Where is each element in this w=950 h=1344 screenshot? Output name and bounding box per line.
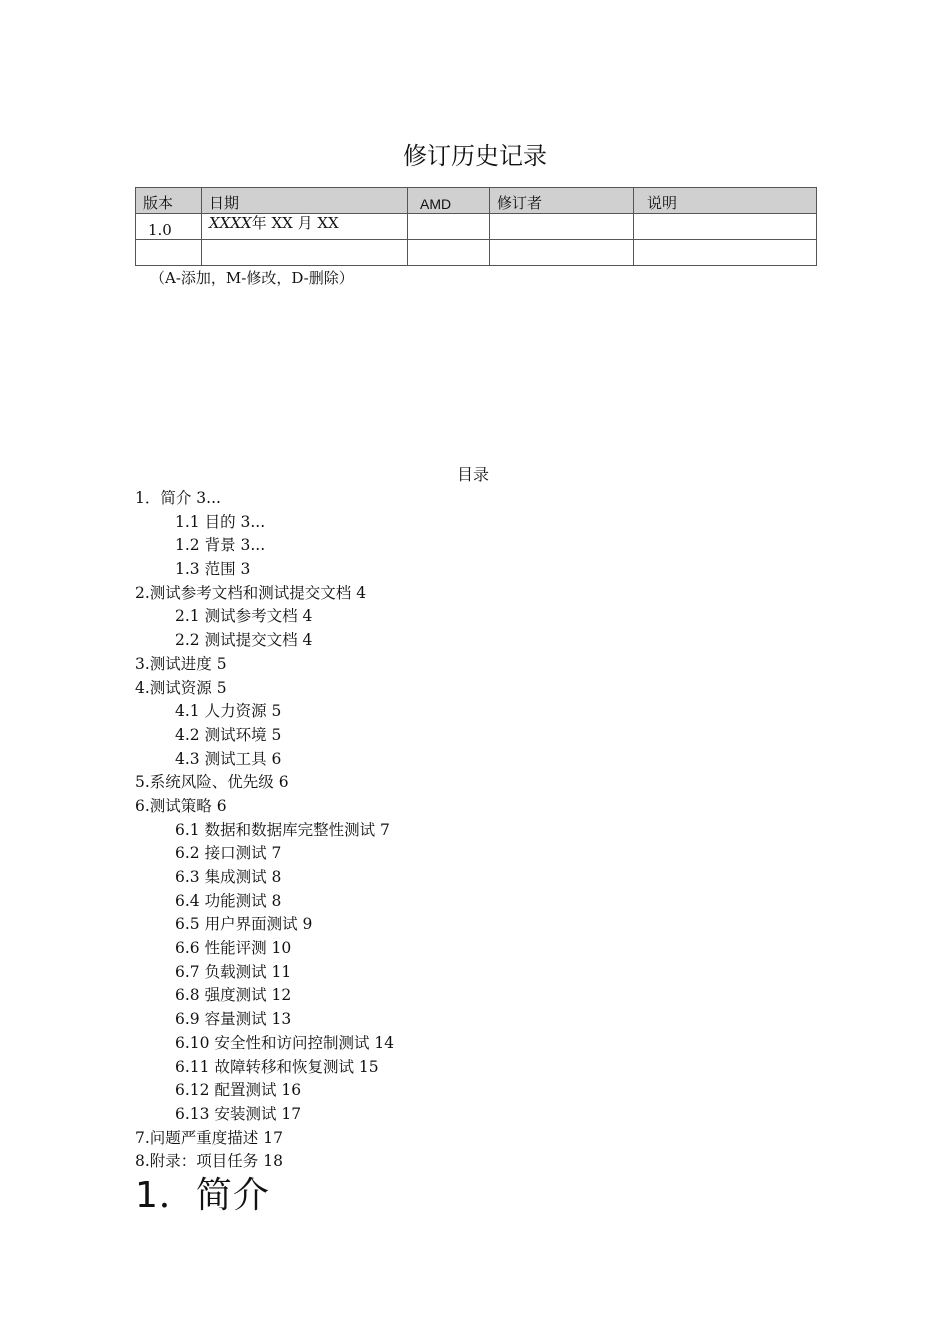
toc-entry[interactable]: 2.1 测试参考文档 4 <box>175 607 313 626</box>
revision-table-header-row <box>136 188 817 214</box>
toc-entry[interactable]: 1.2 背景 3... <box>175 536 266 555</box>
revision-legend: （A-添加，M-修改，D-删除） <box>150 269 354 287</box>
cell-date <box>202 214 408 240</box>
toc-entry[interactable]: 6.4 功能测试 8 <box>175 891 282 910</box>
toc-entry[interactable]: 3.测试进度 5 <box>135 654 227 673</box>
toc-entry[interactable]: 1.3 范围 3 <box>175 560 251 579</box>
header-amd: AMD <box>408 188 490 214</box>
revision-history-table <box>135 187 817 266</box>
toc-entry[interactable]: 1.1 目的 3... <box>175 512 266 531</box>
toc-entry[interactable]: 4.1 人力资源 5 <box>175 702 282 721</box>
toc-title: 目录 <box>456 465 489 484</box>
date-text: 年 XX 月 XX <box>251 214 339 232</box>
toc-entry[interactable]: 6.6 性能评测 10 <box>175 939 292 958</box>
toc-entry[interactable]: 6.8 强度测试 12 <box>175 986 292 1005</box>
toc-entry[interactable]: 6.10 安全性和访问控制测试 14 <box>175 1033 395 1052</box>
toc-entry[interactable]: 6.3 集成测试 8 <box>175 868 282 886</box>
cell-reviser <box>490 240 634 266</box>
toc-entry[interactable]: 8.附录：项目任务 18 <box>135 1152 283 1171</box>
header-version: 版本 <box>136 188 202 214</box>
toc-entry[interactable]: 6.2 接口测试 7 <box>175 844 282 863</box>
cell-note <box>634 214 817 240</box>
toc-entry[interactable]: 1．简介 3... <box>135 489 221 507</box>
header-reviser: 修订者 <box>490 188 634 214</box>
revision-table-row <box>136 214 817 240</box>
toc-entry[interactable]: 6.13 安装测试 17 <box>175 1104 302 1123</box>
page-title: 修订历史记录 <box>403 142 547 170</box>
toc-entry[interactable]: 6.1 数据和数据库完整性测试 7 <box>175 820 390 839</box>
cell-reviser <box>490 214 634 240</box>
toc-entry[interactable]: 4.测试资源 5 <box>135 678 227 697</box>
section-heading: 1．简介 <box>135 1175 270 1216</box>
toc-entry[interactable]: 6.11 故障转移和恢复测试 15 <box>175 1057 379 1076</box>
toc-entry[interactable]: 5.系统风险、优先级 6 <box>135 773 289 792</box>
revision-table-row <box>136 240 817 266</box>
toc-entry[interactable]: 6.测试策略 6 <box>135 796 227 815</box>
cell-date <box>202 240 408 266</box>
toc-entry[interactable]: 6.12 配置测试 16 <box>175 1081 302 1100</box>
toc-entry[interactable]: 4.2 测试环境 5 <box>175 725 282 744</box>
date-placeholder-year: XXXX <box>209 214 252 232</box>
toc-entry[interactable]: 6.5 用户界面测试 9 <box>175 915 313 934</box>
cell-amd <box>408 240 490 266</box>
table-of-contents <box>135 487 735 1174</box>
cell-version <box>136 240 202 266</box>
toc-entry[interactable]: 4.3 测试工具 6 <box>175 749 282 768</box>
header-date: 日期 <box>202 188 408 214</box>
toc-entry[interactable]: 7.问题严重度描述 17 <box>135 1128 283 1147</box>
cell-amd <box>408 214 490 240</box>
toc-entry[interactable]: 2.测试参考文档和测试提交文档 4 <box>135 583 367 602</box>
toc-entry[interactable]: 6.7 负载测试 11 <box>175 962 292 981</box>
cell-note <box>634 240 817 266</box>
toc-entry[interactable]: 6.9 容量测试 13 <box>175 1010 292 1029</box>
toc-entry[interactable]: 2.2 测试提交文档 4 <box>175 631 313 650</box>
header-note: 说明 <box>634 188 817 214</box>
cell-version: 1.0 <box>136 214 202 240</box>
